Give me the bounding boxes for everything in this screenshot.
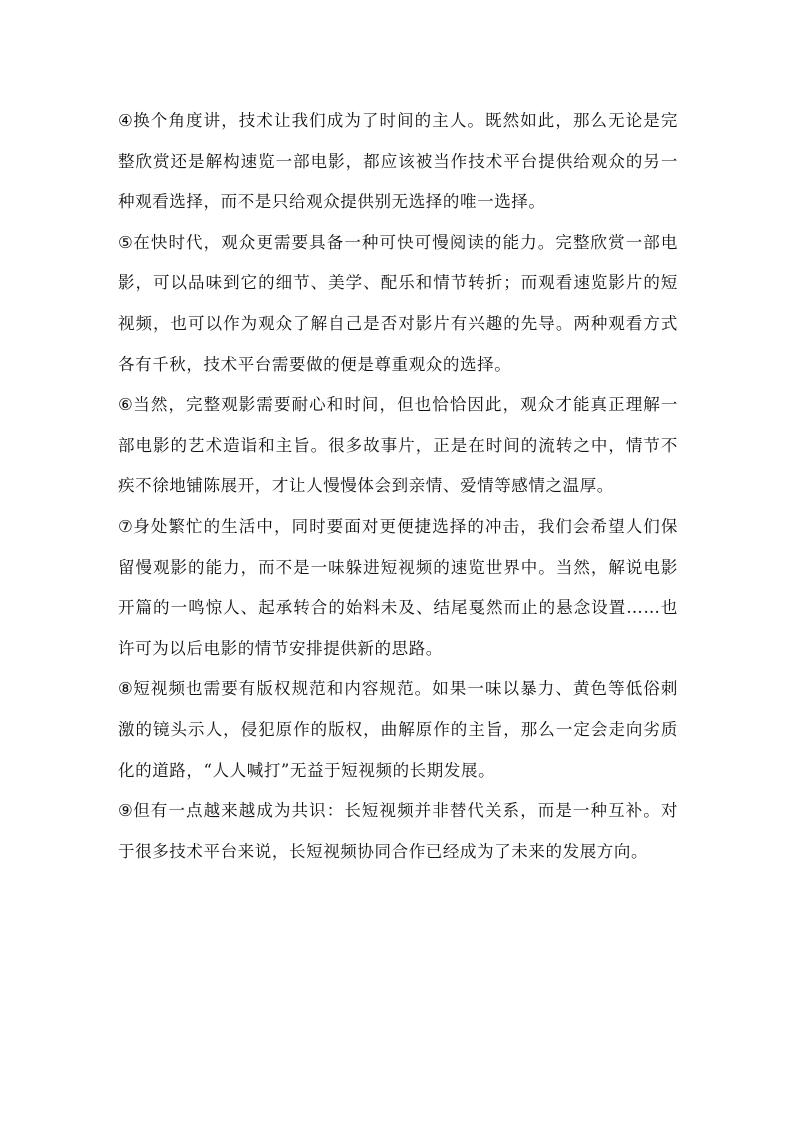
paragraph-number: ⑧ <box>118 679 134 699</box>
paragraph-8 <box>118 669 678 791</box>
paragraph-5 <box>118 223 678 385</box>
paragraph-text: 当然，完整观影需要耐心和时间，但也恰恰因此，观众才能真正理解一部电影的艺术造诣和主旨。很多故事片，正是在时间的流转之中，情节不疾不徐地铺陈展开，才让人慢慢体会到亲情、爱情等感情之温厚。 <box>118 395 678 496</box>
paragraph-text: 在快时代，观众更需要具备一种可快可慢阅读的能力。完整欣赏一部电影，可以品味到它的细节、美学、配乐和情节转折；而观看速览影片的短视频，也可以作为观众了解自己是否对影片有兴趣的先导。两种观看方式各有千秋，技术平台需要做的便是尊重观众的选择。 <box>118 232 678 374</box>
paragraph-number: ⑥ <box>118 395 134 415</box>
paragraph-text: 但有一点越来越成为共识：长短视频并非替代关系，而是一种互补。对于很多技术平台来说，长短视频协同合作已经成为了未来的发展方向。 <box>118 801 678 861</box>
paragraph-7 <box>118 507 678 669</box>
paragraph-text: 身处繁忙的生活中，同时要面对更便捷选择的冲击，我们会希望人们保留慢观影的能力，而不是一味躲进短视频的速览世界中。当然，解说电影开篇的一鸣惊人、起承转合的始料未及、结尾戛然而止的悬念设置……也许可为以后电影的情节安排提供新的思路。 <box>118 516 678 658</box>
paragraph-text: 短视频也需要有版权规范和内容规范。如果一味以暴力、黄色等低俗刺激的镜头示人，侵犯原作的版权，曲解原作的主旨，那么一定会走向劣质化的道路，“人人喊打”无益于短视频的长期发展。 <box>118 679 678 780</box>
paragraph-number: ⑦ <box>118 516 134 536</box>
paragraph-number: ⑨ <box>118 801 134 821</box>
document-body <box>118 101 678 872</box>
paragraph-4 <box>118 101 678 223</box>
paragraph-9 <box>118 791 678 872</box>
paragraph-number: ⑤ <box>118 232 134 252</box>
paragraph-number: ④ <box>118 111 134 130</box>
paragraph-text: 换个角度讲，技术让我们成为了时间的主人。既然如此，那么无论是完整欣赏还是解构速览一部电影，都应该被当作技术平台提供给观众的另一种观看选择，而不是只给观众提供别无选择的唯一选择。 <box>118 111 678 212</box>
paragraph-6 <box>118 385 678 507</box>
